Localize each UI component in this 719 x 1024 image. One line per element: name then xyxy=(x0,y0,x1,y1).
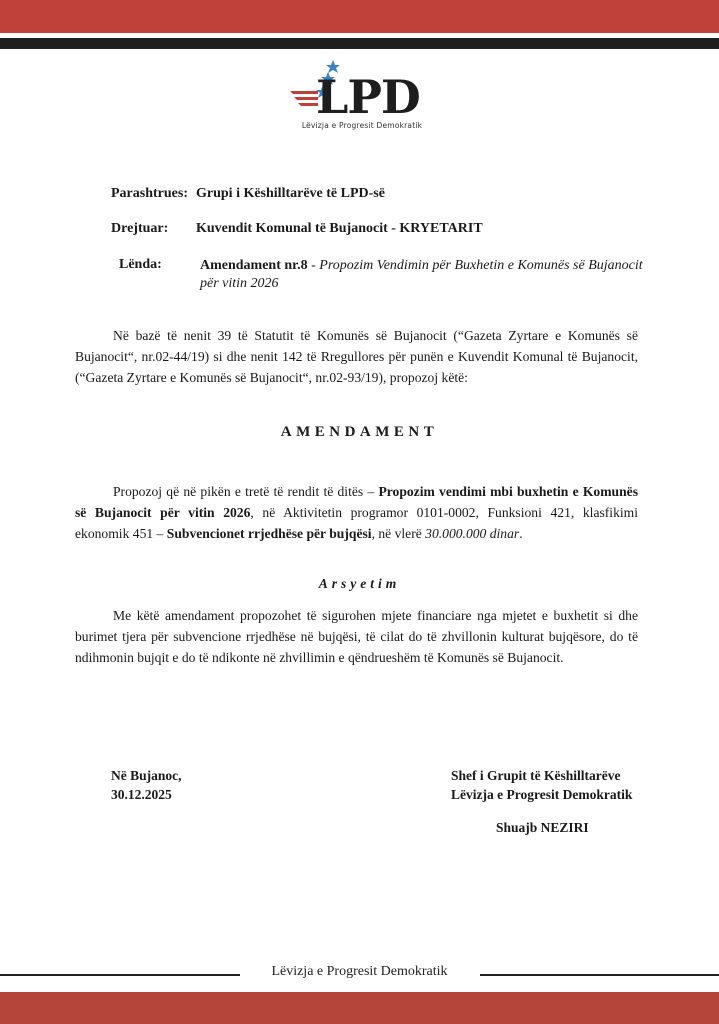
amendment-text-2: , në Aktivitetin programor 0101-0002, Funksioni 421, klasfikimi ekonomik 451 – xyxy=(75,505,638,541)
amendment-text-4: . xyxy=(519,526,523,541)
amendment-text-1: Propozoj që në pikën e tretë të rendit të ditës – xyxy=(113,484,379,499)
logo-subtitle: Lëvizja e Progresit Demokratik xyxy=(301,121,423,130)
budget-line-title: Subvencionet rrjedhëse për bujqësi xyxy=(166,526,372,541)
place-date-block xyxy=(111,766,182,804)
subject-amendment-number: Amendament nr.8 xyxy=(200,258,308,273)
signatory-role-block xyxy=(451,766,632,804)
submitter-row xyxy=(111,186,385,202)
subject-title-line1: Propozim Vendimin për Buxhetin e Komunës së Bujanocit xyxy=(319,258,643,273)
signatory-role: Shef i Grupit të Këshilltarëve xyxy=(451,768,621,783)
intro-paragraph xyxy=(75,325,638,388)
subject-title-line2: për vitin 2026 xyxy=(200,276,279,291)
justification-paragraph xyxy=(75,605,638,668)
intro-text: Në bazë të nenit 39 të Statutit të Komunës së Bujanocit (“Gazeta Zyrtare e Komunës së Bujanocit“, nr.02-44/19) si dhe nenit 142 të Rregullores për punën e Kuvendit Komunal të Bujanocit, (“Gazeta Zyrtare e Komunës së Bujanocit“, nr.02-93/19), propozoj këtë: xyxy=(75,328,638,385)
subject-row xyxy=(111,257,643,291)
agenda-item-title: Propozim vendimi mbi buxhetin e Komunës së Bujanocit për vitin 2026 xyxy=(75,484,638,520)
party-logo xyxy=(288,58,428,138)
subject-value xyxy=(200,257,643,293)
justification-text: Me këtë amendament propozohet të sigurohen mjete financiare nga mjetet e buxhetit si dhe burimet tjera për subvencione rrjedhëse në bujqësi, të cilat do të zhvillonin kulturat bujqësore, do të ndihmonin bujqit e do të ndikonte në zhvillimin e qëndrueshëm të Komunës së Bujanocit. xyxy=(75,608,638,665)
header-black-band xyxy=(0,38,719,49)
justification-heading: Arsyetim xyxy=(318,576,401,591)
signatory-name: Shuajb NEZIRI xyxy=(496,820,589,835)
signatory-organization: Lëvizja e Progresit Demokratik xyxy=(451,787,633,802)
place: Në Bujanoc, xyxy=(111,768,182,783)
subject-label: Lënda: xyxy=(119,257,162,272)
addressee-value: Kuvendit Komunal të Bujanocit - KRYETARIT xyxy=(196,221,483,236)
submitter-value: Grupi i Këshilltarëve të LPD-së xyxy=(196,186,385,201)
subject-separator: - xyxy=(307,258,320,273)
footer-red-band xyxy=(0,992,719,1024)
header-red-band xyxy=(0,0,719,33)
addressee-row xyxy=(111,221,483,237)
date: 30.12.2025 xyxy=(111,787,172,802)
logo-wordmark: LPD xyxy=(316,70,420,124)
submitter-label: Parashtrues: xyxy=(111,186,188,201)
amendment-paragraph xyxy=(75,481,638,544)
amendment-heading: AMENDAMENT xyxy=(280,424,439,440)
addressee-label: Drejtuar: xyxy=(111,221,169,236)
footer-organization: Lëvizja e Progresit Demokratik xyxy=(271,964,448,979)
amount-value: 30.000.000 dinar xyxy=(425,526,520,541)
amendment-text-3: , në vlerë xyxy=(371,526,426,541)
